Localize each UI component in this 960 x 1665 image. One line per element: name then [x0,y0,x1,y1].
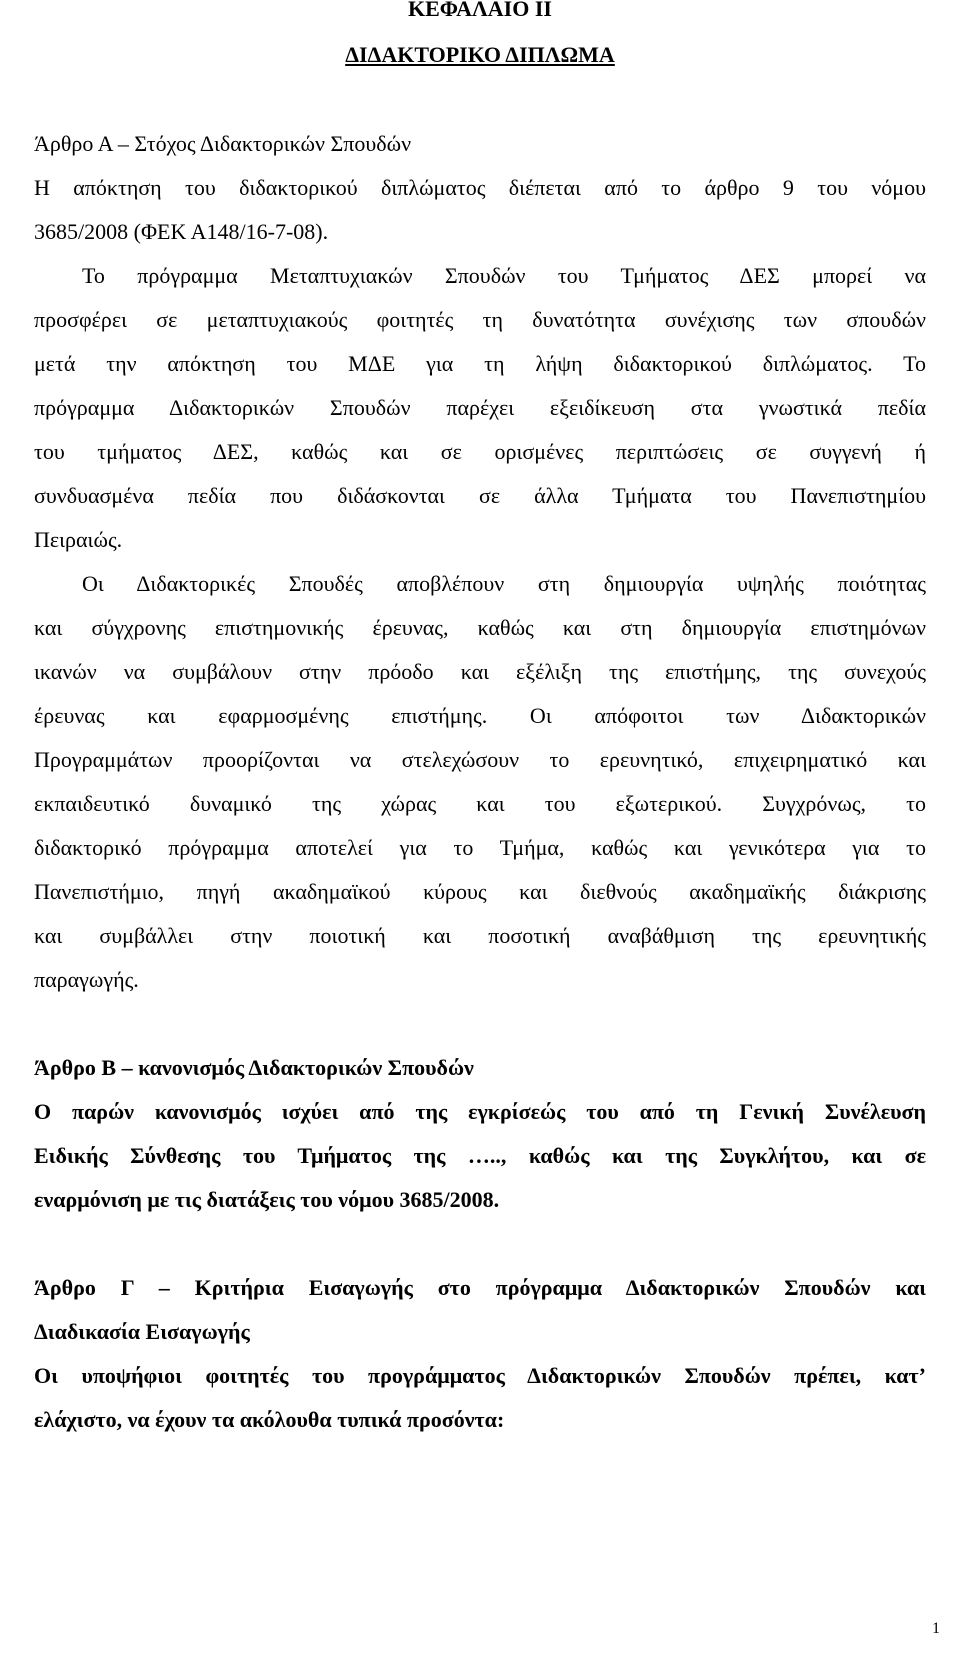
article-a-line: μετά την απόκτηση του ΜΔΕ για τη λήψη διδακτορικού διπλώματος. Το [34,351,926,376]
article-a-line: Πανεπιστήμιο, πηγή ακαδημαϊκού κύρους και διεθνούς ακαδημαϊκής διάκρισης [34,879,926,904]
article-a-line: Προγραμμάτων προορίζονται να στελεχώσουν το ερευνητικό, επιχειρηματικό και [34,747,926,772]
chapter-heading: ΚΕΦΑΛΑΙΟ ΙΙ [408,0,552,21]
article-b-line: εναρμόνιση με τις διατάξεις του νόμου 3685/2008. [34,1187,500,1212]
article-c-line: ελάχιστο, να έχουν τα ακόλουθα τυπικά προσόντα: [34,1407,505,1432]
article-a-line: έρευνας και εφαρμοσμένης επιστήμης. Οι απόφοιτοι των Διδακτορικών [34,703,926,728]
article-a-line: του τμήματος ΔΕΣ, καθώς και σε ορισμένες περιπτώσεις σε συγγενή ή [34,439,926,464]
article-a-line: Πειραιώς. [34,527,123,552]
article-a-line: Η απόκτηση του διδακτορικού διπλώματος διέπεται από το άρθρο 9 του νόμου [34,175,926,200]
article-a-line: και σύγχρονης επιστημονικής έρευνας, καθώς και στη δημιουργία επιστημόνων [34,615,926,640]
article-b-line: Ο παρών κανονισμός ισχύει από της εγκρίσεώς του από τη Γενική Συνέλευση [34,1099,926,1124]
document-title: ΔΙΔΑΚΤΟΡΙΚΟ ΔΙΠΛΩΜΑ [345,42,615,67]
article-a-line: ικανών να συμβάλουν στην πρόοδο και εξέλιξη της επιστήμης, της συνεχούς [34,659,926,684]
article-a-line: συνδυασμένα πεδία που διδάσκονται σε άλλα Τμήματα του Πανεπιστημίου [34,483,926,508]
article-c-heading-cont: Διαδικασία Εισαγωγής [34,1319,250,1344]
article-a-line: προσφέρει σε μεταπτυχιακούς φοιτητές τη δυνατότητα συνέχισης των σπουδών [34,307,926,332]
article-a-line: 3685/2008 (ΦΕΚ Α148/16-7-08). [34,219,329,244]
article-a-line: διδακτορικό πρόγραμμα αποτελεί για το Τμήμα, καθώς και γενικότερα για το [34,835,926,860]
article-a-line: πρόγραμμα Διδακτορικών Σπουδών παρέχει εξειδίκευση στα γνωστικά πεδία [34,395,926,420]
article-c-heading: Άρθρο Γ – Κριτήρια Εισαγωγής στο πρόγραμμα Διδακτορικών Σπουδών και [34,1275,926,1300]
article-b-line: Ειδικής Σύνθεσης του Τμήματος της ….., καθώς και της Συγκλήτου, και σε [34,1143,926,1168]
article-a-line: εκπαιδευτικό δυναμικό της χώρας και του εξωτερικού. Συγχρόνως, το [34,791,926,816]
article-b-heading: Άρθρο Β – κανονισμός Διδακτορικών Σπουδών [34,1055,474,1080]
article-c-line: Οι υποψήφιοι φοιτητές του προγράμματος Διδακτορικών Σπουδών πρέπει, κατ’ [34,1363,926,1388]
article-a-heading: Άρθρο Α – Στόχος Διδακτορικών Σπουδών [34,131,412,156]
article-a-line: Το πρόγραμμα Μεταπτυχιακών Σπουδών του Τμήματος ΔΕΣ μπορεί να [82,263,926,288]
page-number: 1 [932,1620,940,1637]
article-a-line: και συμβάλλει στην ποιοτική και ποσοτική αναβάθμιση της ερευνητικής [34,923,926,948]
article-a-line: Οι Διδακτορικές Σπουδές αποβλέπουν στη δημιουργία υψηλής ποιότητας [82,571,926,596]
article-a-line: παραγωγής. [34,967,139,992]
